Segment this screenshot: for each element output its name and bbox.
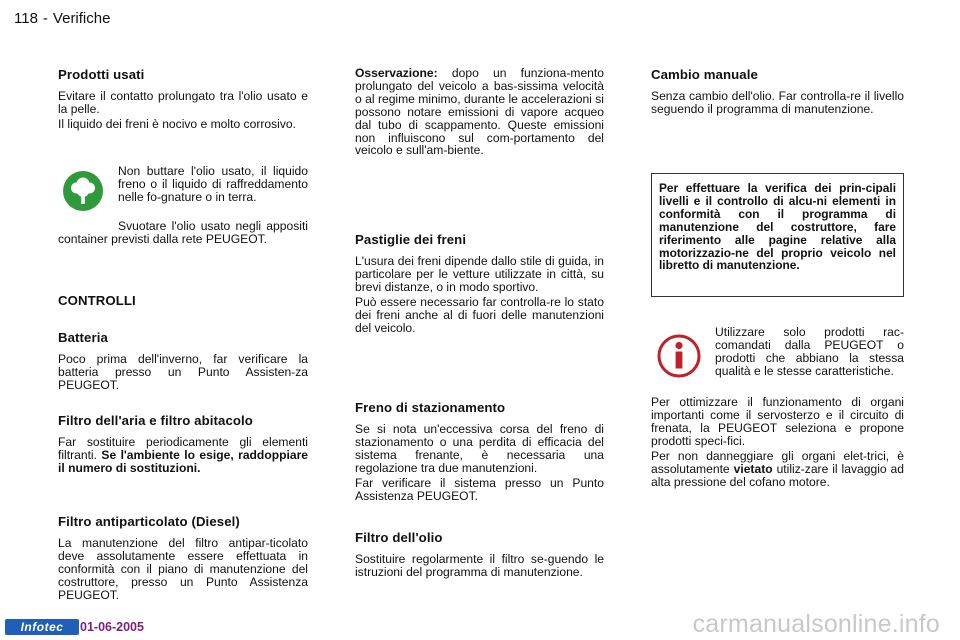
text-pastiglie-2: Può essere necessario far controlla-re lo stato dei freni anche al di fuori delle manutenzioni del veicolo. <box>355 295 604 336</box>
heading-filtro-olio: Filtro dell'olio <box>355 530 443 545</box>
footer-date: 01-06-2005 <box>80 620 144 634</box>
heading-pastiglie: Pastiglie dei freni <box>355 232 467 247</box>
page-header <box>14 10 110 27</box>
text-osservazione-body: dopo un funziona-mento prolungato del veicolo a bas-sissima velocità o al regime minimo, durante le accelerazioni si possono notare emissioni di vapore acqueo dal tubo di scappamento. Queste emissioni non influiscono sul com-portamento del veicolo e sull'am-biente. <box>355 66 604 158</box>
heading-controlli: CONTROLLI <box>58 293 136 308</box>
text-filtro-aria <box>58 436 308 475</box>
text-filtro-olio: Sostituire regolarmente il filtro se-guendo le istruzioni del programma di manutenzione. <box>355 552 604 579</box>
text-cambio: Senza cambio dell'olio. Far controlla-re il livello seguendo il programma di manutenzione. <box>651 89 904 116</box>
text-filtro-aria-bold: Se l'ambiente lo esige, raddoppiare il numero di sostituzioni. <box>58 447 308 475</box>
section-controlli <box>58 292 308 309</box>
info-note <box>715 326 904 378</box>
label-osservazione: Osservazione: <box>355 66 438 80</box>
info-icon <box>657 334 701 383</box>
section-freno-stazionamento <box>355 399 604 503</box>
maintenance-note-box <box>651 173 904 297</box>
text-info-3 <box>651 450 904 489</box>
text-info-2: Per ottimizzare il funzionamento di organi importanti come il servosterzo e il circuito di frenata, la PEUGEOT seleziona e propone prodotti speci-fici. <box>651 395 904 448</box>
section-pastiglie <box>355 231 604 335</box>
text-freno-2: Far verificare il sistema presso un Punto Assistenza PEUGEOT. <box>355 476 604 504</box>
text-info-1: Utilizzare solo prodotti rac-comandati dalla PEUGEOT o prodotti che abbiano la stessa qualità e le stesse caratteristiche. <box>715 325 904 378</box>
text-batteria: Poco prima dell'inverno, far verificare la batteria presso un Punto Assisten-za PEUGEOT. <box>58 352 308 392</box>
section-prodotti-usati <box>58 66 308 131</box>
heading-filtro-antiparticolato: Filtro antiparticolato (Diesel) <box>58 514 240 529</box>
text-info-3-pre: Per non danneggiare gli organi elet-trici, è assolutamente <box>651 449 904 477</box>
heading-cambio-manuale: Cambio manuale <box>651 67 758 82</box>
heading-prodotti-usati: Prodotti usati <box>58 67 145 82</box>
text-note-box: Per effettuare la verifica dei prin-cipali livelli e il controllo di alcu-ni elementi in conformità con il programma di manutenzione del costruttore, fare riferimento alle pagine relative alla motorizzazio-ne del proprio veicolo nel libretto di manutenzione. <box>659 181 896 273</box>
text-eco-2: Svuotare l'olio usato negli appositi container previsti dalla rete PEUGEOT. <box>58 219 308 246</box>
page-title: Verifiche <box>52 10 111 27</box>
section-osservazione <box>355 67 604 157</box>
section-filtro-aria <box>58 412 308 475</box>
eco-note-continued <box>58 220 308 246</box>
infotec-logo-text: Infotec <box>20 620 64 634</box>
text-freno-1: Se si nota un'eccessiva corsa del freno di stazionamento o una perdita di efficacia del sistema frenante, è necessaria una regolazione tra due manutenzioni. <box>355 422 604 475</box>
text-eco-1: Non buttare l'olio usato, il liquido freno o il liquido di raffreddamento nelle fo-gnature o in terra. <box>118 164 308 204</box>
text-prodotti-2: Il liquido dei freni è nocivo e molto corrosivo. <box>58 117 296 132</box>
section-filtro-olio <box>355 529 604 579</box>
heading-freno-stazionamento: Freno di stazionamento <box>355 400 506 415</box>
heading-batteria: Batteria <box>58 330 108 345</box>
watermark: carmanualsonline.info <box>692 610 940 638</box>
tree-icon <box>62 170 104 217</box>
page-number: 118 <box>14 10 38 27</box>
text-osservazione <box>355 67 604 157</box>
header-separator: - <box>42 10 48 27</box>
text-info-3-bold: vietato <box>733 462 773 477</box>
text-prodotti-1: Evitare il contatto prolungato tra l'olio usato e la pelle. <box>58 89 308 116</box>
text-filtro-antiparticolato: La manutenzione del filtro antipar-ticolato deve assolutamente essere effettuata in conformità con il piano di manutenzione del costruttore, presso un Punto Assistenza PEUGEOT. <box>58 536 308 602</box>
section-cambio-manuale <box>651 66 904 116</box>
text-filtro-aria-normal: Far sostituire periodicamente gli elementi filtranti. <box>58 435 308 462</box>
text-pastiglie-1: L'usura dei freni dipende dallo stile di guida, in particolare per le vetture utilizzate in città, su brevi distanze, o in modo sportivo. <box>355 254 604 294</box>
section-filtro-antiparticolato <box>58 513 308 602</box>
eco-note <box>118 165 308 204</box>
heading-filtro-aria: Filtro dell'aria e filtro abitacolo <box>58 413 253 428</box>
text-info-3-post: utiliz-zare il lavaggio ad alta pressione del cofano motore. <box>651 462 904 490</box>
info-note-continued <box>651 396 904 489</box>
section-batteria <box>58 329 308 392</box>
infotec-logo <box>5 619 79 635</box>
